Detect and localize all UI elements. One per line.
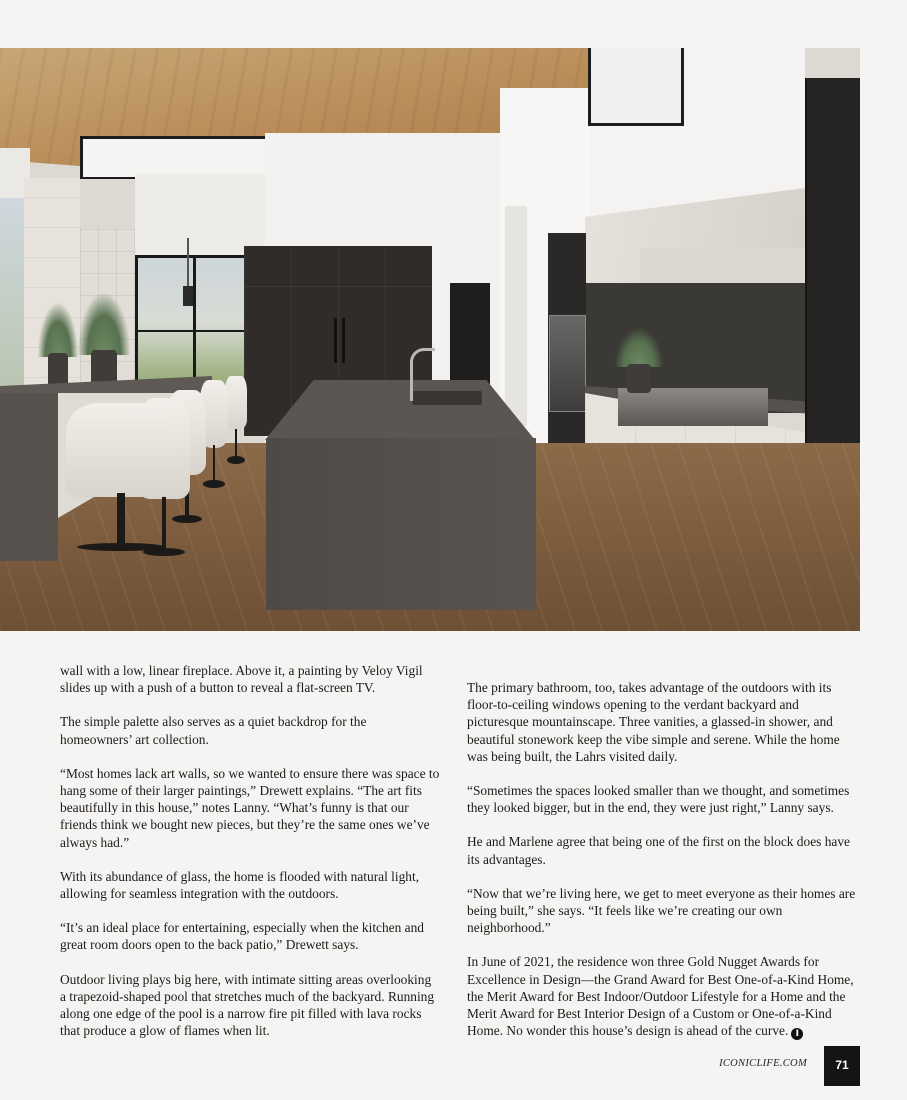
paragraph-final	[467, 953, 860, 1040]
cabinet-handle	[334, 318, 337, 363]
faucet	[410, 348, 435, 401]
kitchen-photo	[0, 48, 860, 631]
plant	[38, 303, 78, 393]
paragraph: He and Marlene agree that being one of the first on the block does have its advantages.	[467, 834, 850, 867]
paragraph: “Now that we’re living here, we get to meet everyone as their homes are being built,” she says. “It feels like we’re creating our own neighborhood.”	[467, 885, 856, 936]
kitchen-island	[266, 438, 536, 610]
paragraph: The simple palette also serves as a quiet backdrop for the homeowners’ art collection.	[60, 714, 367, 747]
paragraph: “It’s an ideal place for entertaining, especially when the kitchen and great room doors open to the back patio,” Drewett says.	[60, 920, 424, 953]
wall-oven	[549, 315, 586, 412]
right-text-column	[467, 679, 860, 1057]
bar-stool	[66, 403, 176, 548]
paragraph: With its abundance of glass, the home is flooded with natural light, allowing for seamless integration with the outdoors.	[60, 868, 420, 902]
footer-site: ICONICLIFE.COM	[719, 1058, 807, 1069]
high-window	[588, 48, 684, 126]
cabinet-handle	[342, 318, 345, 363]
page-number: 71	[824, 1046, 860, 1086]
paragraph: “Sometimes the spaces looked smaller than we thought, and sometimes they looked bigger, but in the end, they were just right,” Lanny says.	[467, 783, 850, 816]
pendant-cord	[187, 238, 189, 293]
paragraph: The primary bathroom, too, takes advantage of the outdoors with its floor-to-ceiling windows opening to the verdant backyard and picturesque mountainscape. Three vanities, a glassed-in shower, and beautiful stonework keep the vibe simple and serene. While the home was being built, the Lahrs visited daily.	[467, 680, 840, 764]
bar-stool	[225, 376, 247, 461]
paragraph: “Most homes lack art walls, so we wanted to ensure there was space to hang some of their larger paintings,” Drewett explains. “The art fits beautifully in this house,” notes Lanny. “What’s funny is that our friends think we bought new pieces, but they’re the same ones we’ve always had.”	[60, 765, 440, 850]
dining-counter-end	[0, 393, 58, 561]
left-text-column	[60, 662, 440, 1056]
pendant-lamp	[183, 286, 193, 306]
paragraph-final-text: In June of 2021, the residence won three Gold Nugget Awards for Excellence in Design—the Grand Award for Best One-of-a-Kind Home, the Merit Award for Best Indoor/Outdoor Lifestyle for a Home and the Merit Award for Best Interior Design of a Custom or One-of-a-Kind Home. No wonder this house’s design is ahead of the curve.	[467, 954, 854, 1039]
paragraph: Outdoor living plays big here, with intimate sitting areas overlooking a trapezoid-shaped pool that stretches much of the backyard. Running along one edge of the pool is a narrow fire pit filled with lava rocks that produce a glow of flames when lit.	[60, 971, 435, 1039]
paragraph: wall with a low, linear fireplace. Above it, a painting by Veloy Vigil slides up with a push of a button to reveal a flat-screen TV.	[60, 663, 423, 696]
wall-niche	[505, 206, 527, 426]
end-mark-icon: I	[791, 1028, 803, 1040]
cooktop	[618, 388, 768, 426]
plant	[615, 328, 663, 393]
